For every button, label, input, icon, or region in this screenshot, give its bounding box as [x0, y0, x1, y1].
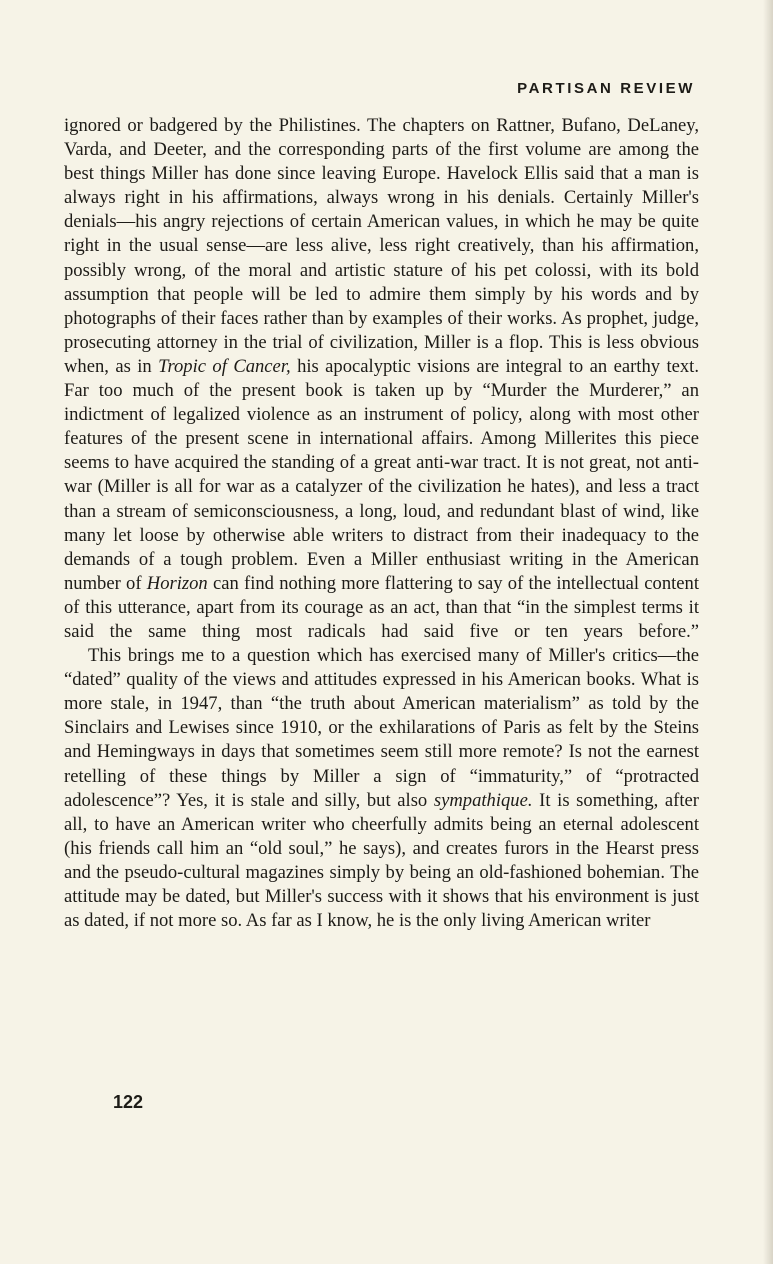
p1-text-b: his apocalyptic visions are integral to an earthy text. Far too much of the present book is taken up by “Murder the Murderer,” an indictment of legalized violence as an instrument of policy, along with most other features of the present scene in international affairs. Among Millerites this piece seems to have acquired the standing of a great anti-war tract. It is not great, not anti-war (Miller is all for war as a catalyzer of the civilization he hates), and less a tract than a stream of semiconsciousness, a long, loud, and redundant blast of wind, like many let loose by otherwise able writers to distract from their inadequacy to the demands of a tough problem. Even a Miller enthusiast writing in the American number of — [64, 355, 699, 594]
body-text — [64, 114, 699, 933]
p1-text-a: ignored or badgered by the Philistines. The chapters on Rattner, Bufano, DeLaney, Varda, and Deeter, and the corresponding parts of the first volume are among the best things Miller has done since leaving Europe. Havelock Ellis said that a man is always right in his affirmations, always wrong in his denials. Certainly Miller's denials—his angry rejections of certain American values, in which he may be quite right in the usual sense—are less alive, less right creatively, than his affirmation, possibly wrong, of the moral and artistic stature of his pet colossi, with its bold assumption that people will be led to admire them simply by his words and by photographs of their faces rather than by examples of their works. As prophet, judge, prosecuting attorney in the trial of civilization, Miller is a flop. This is less obvious when, as in — [64, 115, 699, 377]
running-head: PARTISAN REVIEW — [517, 80, 695, 97]
page-number: 122 — [113, 1092, 144, 1112]
p2-text-b: It is something, after all, to have an American writer who cheerfully admits being an eternal adolescent (his friends call him an “old soul,” he says), and creates furors in the Hearst press and the pseudo-cultural magazines simply by being an old-fashioned bohemian. The attitude may be dated, but Miller's success with it shows that his environment is just as dated, if not more so. As far as I know, he is the only living American writer — [64, 789, 699, 932]
page-edge-shadow — [763, 0, 773, 1264]
paragraph-1 — [64, 114, 699, 644]
p2-text-a: This brings me to a question which has exercised many of Miller's critics—the “dated” quality of the views and attitudes expressed in his American books. What is more stale, in 1947, than “the truth about American materialism” as told by the Sinclairs and Lewises since 1910, or the exhilarations of Paris as felt by the Steins and Hemingways in days that sometimes seem still more remote? Is not the earnest retelling of these things by Miller a sign of “immaturity,” of “protracted adolescence”? Yes, it is stale and silly, but also — [64, 645, 699, 811]
p1-italic-title-2: Horizon — [146, 572, 208, 594]
paragraph-2 — [64, 644, 699, 933]
p1-text-c: can find nothing more flattering to say of the intellectual content of this utterance, apart from its courage as an act, than that “in the simplest terms it said the same thing most radicals had said five or ten years before.” — [64, 572, 699, 642]
p2-italic-word: sympathique. — [433, 789, 533, 811]
p1-italic-title-1: Tropic of Cancer, — [158, 355, 291, 377]
